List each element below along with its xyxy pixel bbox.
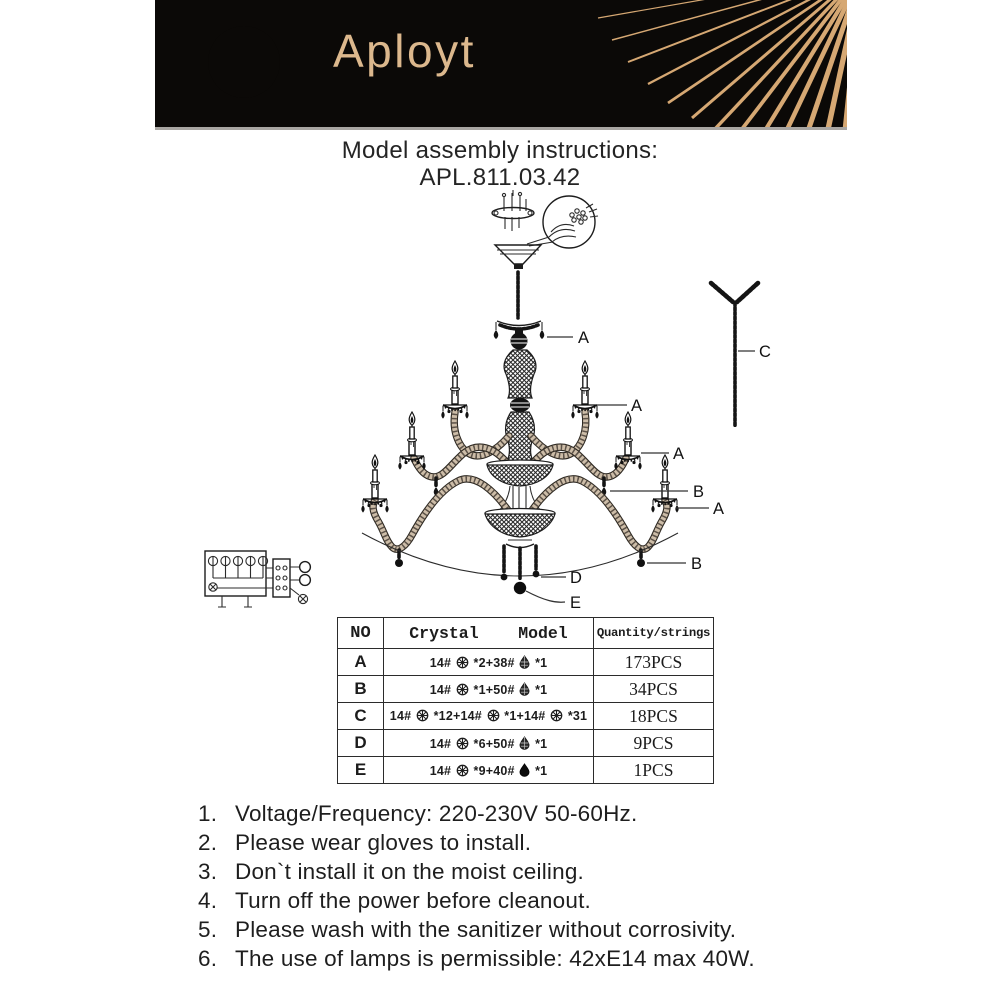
teardrop-crystal-icon <box>519 655 530 669</box>
header-no: NO <box>338 618 384 649</box>
round-crystal-icon <box>456 737 469 750</box>
instruction-number: 6. <box>198 946 218 971</box>
table-row <box>338 649 714 676</box>
label-text: A <box>631 397 643 415</box>
instruction-item <box>198 886 755 915</box>
instruction-item <box>198 857 755 886</box>
table-row <box>338 703 714 730</box>
header-crystal-model: Crystal Model <box>384 618 594 649</box>
instruction-item <box>198 915 755 944</box>
wire-connection-magnifier <box>527 196 598 248</box>
label-text: A <box>713 500 725 518</box>
label-text: B <box>693 483 705 501</box>
bead-string-c <box>711 283 758 426</box>
instruction-text: Don`t install it on the moist ceiling. <box>235 859 585 884</box>
cell-no: E <box>338 757 384 784</box>
cell-no: B <box>338 676 384 703</box>
instruction-number: 1. <box>198 801 218 826</box>
cell-no: C <box>338 703 384 730</box>
label-d-pendant <box>541 569 582 587</box>
label-text: D <box>570 569 582 587</box>
table-row <box>338 757 714 784</box>
cell-quantity: 18PCS <box>594 703 714 730</box>
round-crystal-icon <box>550 709 563 722</box>
round-crystal-icon <box>416 709 429 722</box>
label-text: B <box>691 555 703 573</box>
brand-name: Aployt <box>333 25 476 77</box>
lower-bowl <box>485 509 555 538</box>
wiring-diagram <box>205 551 310 607</box>
label-a-tier1 <box>597 397 642 415</box>
cell-quantity: 1PCS <box>594 757 714 784</box>
header-quantity: Quantity/strings <box>594 618 714 649</box>
model-number: APL.811.03.42 <box>419 164 581 191</box>
label-e-finial <box>526 591 581 612</box>
instruction-number: 3. <box>198 859 218 884</box>
cell-quantity: 34PCS <box>594 676 714 703</box>
instruction-text: Turn off the power before cleanout. <box>235 888 591 913</box>
cell-crystal-model: 14# *9+40# *1 <box>384 757 594 784</box>
instruction-list <box>198 799 755 973</box>
instruction-item <box>198 944 755 973</box>
top-crown <box>494 321 545 350</box>
round-crystal-icon <box>456 764 469 777</box>
instruction-text: The use of lamps is permissible: 42xE14 max 40W. <box>235 946 755 971</box>
instruction-number: 5. <box>198 917 218 942</box>
ceiling-mount <box>492 190 534 231</box>
instruction-item <box>198 828 755 857</box>
label-text: A <box>578 329 590 347</box>
label-a-top-crown <box>547 329 589 347</box>
instruction-text: Voltage/Frequency: 220-230V 50-60Hz. <box>235 801 638 826</box>
center-column <box>504 350 536 461</box>
label-a-tier3 <box>676 500 724 518</box>
label-text: A <box>673 445 685 463</box>
instruction-text: Please wear gloves to install. <box>235 830 532 855</box>
ceiling-canopy <box>495 245 541 269</box>
label-text: C <box>759 343 771 361</box>
bottom-pendant-strings <box>501 540 540 594</box>
table-row <box>338 730 714 757</box>
teardrop-crystal-icon <box>519 736 530 750</box>
cell-crystal-model: 14# *12+14# *1+14# *31 <box>384 703 594 730</box>
instruction-item <box>198 799 755 828</box>
label-text: E <box>570 594 582 612</box>
cell-crystal-model: 14# *6+50# *1 <box>384 730 594 757</box>
crystal-parts-table <box>337 617 714 784</box>
cell-no: A <box>338 649 384 676</box>
round-crystal-icon <box>456 656 469 669</box>
table-row <box>338 676 714 703</box>
label-b-swag-drop <box>647 555 702 573</box>
cell-quantity: 173PCS <box>594 649 714 676</box>
cell-crystal-model: 14# *2+38# *1 <box>384 649 594 676</box>
label-c-string <box>738 343 771 361</box>
black-teardrop-crystal-icon <box>519 763 530 777</box>
instruction-text: Please wash with the sanitizer without corrosivity. <box>235 917 737 942</box>
instruction-number: 4. <box>198 888 218 913</box>
instruction-number: 2. <box>198 830 218 855</box>
round-crystal-icon <box>456 683 469 696</box>
cell-no: D <box>338 730 384 757</box>
round-crystal-icon <box>487 709 500 722</box>
upper-bowl <box>487 460 553 486</box>
label-b-tier2-drop <box>610 483 704 501</box>
cell-quantity: 9PCS <box>594 730 714 757</box>
teardrop-crystal-icon <box>519 682 530 696</box>
crystal-table-body <box>338 649 714 784</box>
title-line1: Model assembly instructions: <box>341 137 659 164</box>
cell-crystal-model: 14# *1+50# *1 <box>384 676 594 703</box>
table-header-row <box>338 618 714 649</box>
